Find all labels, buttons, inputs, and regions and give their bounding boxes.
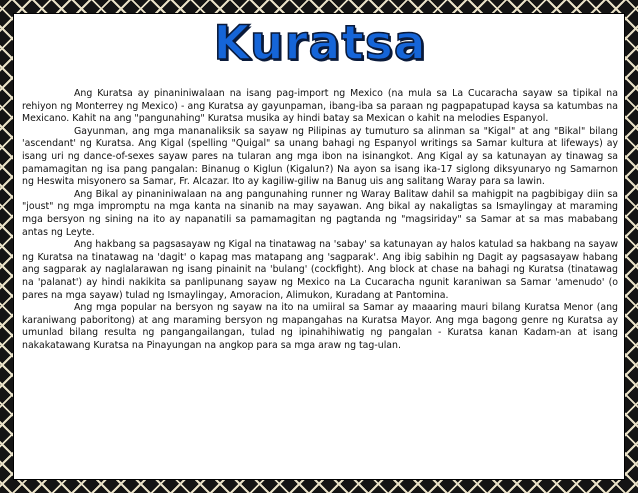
page-content <box>13 13 625 480</box>
paragraph: Gayunman, ang mga mananaliksik sa sayaw ng Pilipinas ay tumuturo sa alinman sa "Kigal" at ang "Bikal" bilang 'ascendant' ng Kuratsa. Ang Kigal (spelling "Quigal" sa unang bahagi ng Espanyol writings sa Samar kultura at lifeways) ay isang uri ng dance-of-sexes sayaw pares na tularan ang mga ibon na isinangkot. Ang Kigal ay sa katunayan ay tinawag sa pamamagitan ng isa pang pangalan: Binanug o Kiglun (Kigalun?) Na ayon sa isang ika-17 siglong diksyunaryo ng Samarnon ng Heswita misyonero sa Samar, Fr. Alcazar. Ito ay kagiliw-giliw na Banug uis ang salitang Waray para sa lawin. <box>22 125 618 188</box>
paragraph: Ang hakbang sa pagsasayaw ng Kigal na tinatawag na 'sabay' sa katunayan ay halos katulad sa hakbang na sayaw ng Kuratsa na tinatawag na 'dagit' o kapag mas matapang ang 'sagparak'. Ang ibig sabihin ng Dagit ay pagsasayaw habang ang sagparak ay naglalarawan ng isang pinainit na 'bulang' (cockfight). Ang block at chase na bahagi ng Kuratsa (tinatawag na 'palanat') ay hindi nakikita sa panlipunang sayaw ng Mexico na La Cucaracha ngunit karaniwan sa Samar 'amenudo' (o pares na mga sayaw) tulad ng Ismaylingay, Amoracion, Alimukon, Kuradang at Pantomina. <box>22 239 618 301</box>
article-body <box>22 88 618 352</box>
paragraph: Ang mga popular na bersyon ng sayaw na ito na umiiral sa Samar ay maaaring mauri bilang Kuratsa Menor (ang karaniwang paboritong) at ang maraming bersyon ng mapangahas na Kuratsa Mayor. Ang mga bagong genre ng Kuratsa ay umunlad bilang resulta ng pangangailangan, tulad ng ipinahihiwatig ng pangalan - Kuratsa kanan Kadam-an at isang nakakatawang Kuratsa na Pinayungan na angkop para sa mga araw ng tag-ulan. <box>22 302 618 351</box>
paragraph: Ang Bikal ay pinaniniwalaan na ang pangunahing runner ng Waray Balitaw dahil sa mahigpit na pagbibigay diin sa "joust" ng mga impromptu na mga kanta na sinanib na may sayawan. Ang bikal ay nakaligtas sa Ismaylingay at maraming mga bersyon ng sining na ito ay napanatili sa pamamagitan ng pagtanda ng "magsiriday" sa Samar at sa mas mababang antas ng Leyte. <box>22 188 618 238</box>
paragraph: Ang Kuratsa ay pinaniniwalaan na isang pag-import ng Mexico (na mula sa La Cucaracha sayaw sa tipikal na rehiyon ng Monterrey ng Mexico) - ang Kuratsa ay gayunpaman, ibang-iba sa paraan ng pagpapatupad kaysa sa katumbas na Mexicano. Kahit na ang "pangunahing" Kuratsa musika ay hindi batay sa Mexican o kahit na melodies Espanyol. <box>22 88 618 125</box>
page-title: Kuratsa <box>213 16 427 71</box>
title-container <box>14 16 626 72</box>
